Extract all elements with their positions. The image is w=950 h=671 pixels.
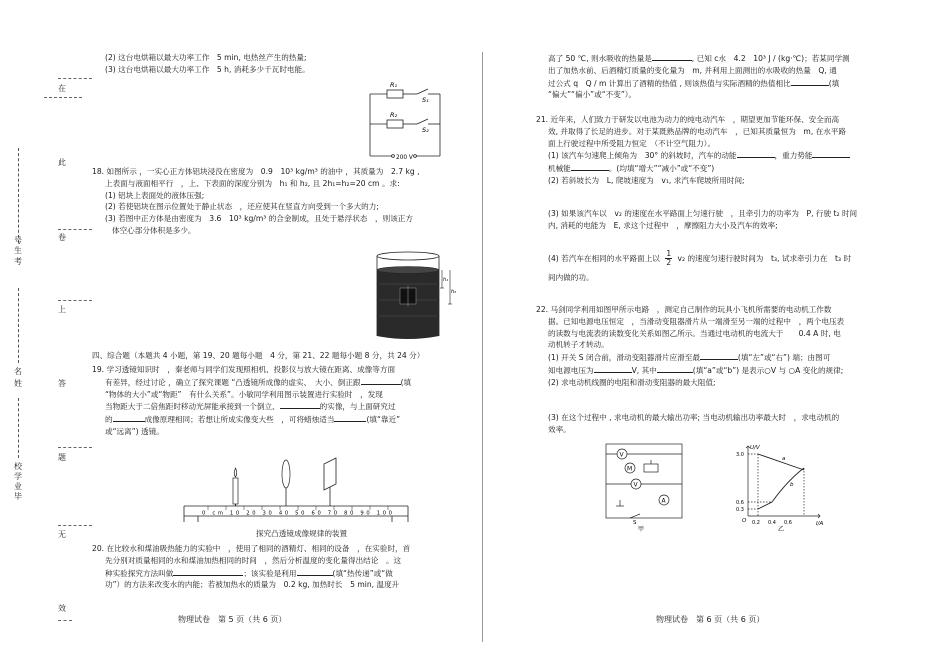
- graph-curve-a: a: [782, 456, 786, 462]
- q19-option-hint: “物体的大小”或“物距”: [105, 389, 182, 399]
- graph-y-mid1: 0.6: [736, 500, 744, 506]
- binding-char-4: 上: [58, 305, 66, 314]
- q19-line-4: 当物距大于二倍焦距时移动光屏能承接到一个倒立、: [105, 402, 280, 412]
- q22-blank-1[interactable]: [700, 351, 738, 360]
- label-xiao: 校: [14, 462, 22, 471]
- q20-line-5: (填“热传递”或“做: [332, 568, 393, 578]
- q21-blank-2[interactable]: [812, 149, 850, 158]
- q22-line-10: (2) 求电动机线圈的电阻和滑动变阻器的最大阻值;: [548, 377, 716, 387]
- label-ye: 业: [14, 482, 22, 491]
- q21-line-2: 效, 并取得了长足的进步。对于某既熟品牌的电动汽车 ，已知其质量恒为 m, 在水平路: [548, 126, 847, 136]
- q21-line-6: 机械能: [548, 164, 571, 174]
- q18-block: [92, 166, 420, 237]
- circuit-s1-label: S₁: [422, 96, 429, 104]
- q22-blank-2[interactable]: [594, 364, 632, 373]
- q20c-line-6: “偏大”“偏小”或“不变”）。: [548, 90, 637, 100]
- q22-line-12: 效率。: [548, 424, 571, 434]
- q20c-blank-2[interactable]: [791, 77, 829, 86]
- fraction-denominator: 2: [666, 258, 672, 268]
- q19-blank-3[interactable]: [113, 413, 145, 422]
- q19-block: [92, 364, 411, 438]
- binding-char-7: 无: [58, 530, 66, 539]
- q22-line-7: 知电源电压为: [548, 365, 594, 375]
- q19-line-7: (填“靠近”: [366, 415, 401, 425]
- binding-char-6: 题: [58, 453, 66, 462]
- q21-line-1: 21. 近年来，人们致力于研发以电池为动力的纯电动汽车 ，期望更加节能环保、安全而高: [536, 115, 840, 124]
- figure-yi-label: 乙: [778, 526, 785, 532]
- q19-line-6: 成像原理相同；若想让所成实像变大些 ，可将蜡烛适当: [144, 415, 335, 425]
- binding-char-2: 此: [58, 158, 66, 167]
- label-ming: 名: [14, 367, 22, 376]
- label-kao: 考: [14, 257, 22, 266]
- student-info-fields[interactable]: [14, 148, 42, 528]
- svg-text:V: V: [633, 481, 638, 489]
- half-fraction: [665, 250, 672, 268]
- q21-line-7: 。(均填“增大”“减小”或“不变”): [608, 164, 715, 174]
- q20-block: [92, 543, 410, 591]
- q18-line-5: (3) 若图中正方体是由密度为 3.6 10³ kg/m³ 的合金制成，且处于悬浮状态 ，则该正方: [105, 214, 413, 224]
- q20-blank-2[interactable]: [297, 567, 333, 576]
- svg-text:M: M: [627, 465, 633, 473]
- q17-item-2: (2) 这台电烘箱以最大功率工作 5 min, 电热丝产生的热量;: [105, 53, 307, 62]
- q20c-line-1: 高了 50 ℃, 则水吸收的热量是: [548, 54, 652, 63]
- graph-y-top: 3.0: [736, 452, 744, 458]
- q22-line-2: 据。已知电源电压恒定 ，当滑动变阻器滑片从一端滑至另一端的过程中 ，两个电压表: [548, 316, 845, 326]
- q22-block: [536, 304, 844, 388]
- label-xing: 姓: [14, 379, 22, 388]
- right-page-footer: 物理试卷 第 6 页（共 6 页）: [656, 615, 765, 624]
- q21-line-5: ，重力势能: [774, 151, 813, 161]
- q19-blank-1[interactable]: [361, 376, 401, 385]
- q22-blank-3[interactable]: [657, 364, 693, 373]
- beaker-h1-label: h₁: [443, 277, 449, 283]
- left-page-footer: 物理试卷 第 5 页（共 6 页）: [178, 615, 287, 624]
- binding-char-5: 答: [58, 379, 66, 388]
- circuit-s2-label: S₂: [422, 126, 429, 134]
- q22-line-5: (1) 开关 S 闭合前，滑动变阻器滑片应滑至最: [548, 353, 700, 363]
- q20-blank-1[interactable]: [173, 567, 243, 576]
- binding-char-8: 效: [58, 604, 66, 613]
- optical-bench-figure: [178, 452, 418, 526]
- page-divider: [482, 52, 483, 642]
- q22-line-9: (填“a”或“b”) 是表示○V 与 ○A 变化的规律;: [692, 365, 844, 375]
- q20c-line-3: 出了加热水前、后酒精灯质量的变化量为 m, 并利用上面测出的水吸收的热量 Q, 通: [548, 65, 837, 75]
- q19-line-1: 19. 学习透镜知识时 ，秦老师与同学们发现照相机、投影仪与放大镜在距离、成像等方面: [92, 365, 396, 374]
- circuit-r2-label: R₂: [390, 111, 398, 119]
- graph-ylabel: U/V: [750, 445, 760, 451]
- svg-text:V: V: [619, 451, 624, 459]
- label-sheng: 生: [14, 246, 22, 255]
- q20-line-6: 功”）的方法来改变水的内能；若被加热水的质量为 0.2 kg, 加热时长 5 min, 温度升: [105, 580, 400, 590]
- figure-jia-label: 甲: [638, 526, 645, 532]
- q19-blank-4[interactable]: [334, 413, 366, 422]
- q21-line-8: (2) 若斜坡长为 L, 爬坡速度为 v₁, 求汽车爬坡所用时间;: [548, 175, 745, 185]
- beaker-h2-label: h₂: [451, 289, 457, 295]
- q20-line-4: ；该实验是利用: [243, 568, 297, 578]
- q22-line-11: (3) 在这个过程中 , 求电动机的最大输出功率; 当电动机输出功率最大时 ，求电动机的: [548, 413, 840, 422]
- u-i-graph: [730, 440, 830, 532]
- q22-line-8: V, 其中: [631, 365, 657, 375]
- graph-tick-0.2: 0.2: [752, 520, 760, 526]
- circuit-voltage-label: 200 V: [396, 155, 413, 161]
- q21-line-3: 面上行驶过程中所受阻力恒定 （不计空气阻力）。: [548, 138, 716, 148]
- q21-line-11: (4) 若汽车在相同的水平路面上以: [548, 253, 660, 263]
- q18-line-6: 体空心部分体积是多少。: [112, 225, 196, 235]
- q20-line-1: 20. 在比较水和煤油吸热能力的实验中 ，使用了相同的酒精灯、相同的设备 ，在实验时，首: [92, 544, 411, 553]
- graph-tick-0.4: 0.4: [768, 520, 776, 526]
- q20c-line-4: 过公式 q Q / m 计算出了酒精的热值 , 则该热值与实际酒精的热值相比: [548, 78, 791, 88]
- svg-text:A: A: [661, 497, 666, 505]
- q18-line-2: 上表面与液面相平行 ，上、下表面的深度分别为 h₁ 和 h₂, 且 2h₁=h₂=20 cm 。求:: [105, 178, 400, 188]
- q19-blank-2[interactable]: [280, 400, 320, 409]
- graph-origin: O: [742, 518, 747, 524]
- label-bi: 毕: [14, 492, 22, 501]
- q20c-blank-1[interactable]: [652, 52, 692, 61]
- binding-char-3: 卷: [58, 233, 66, 242]
- q20-line-2: 先分别对质量相同的水和煤油加热相同的时间 ，然后分析温度的变化量得出结论 。这: [105, 555, 402, 565]
- svg-text:S: S: [633, 520, 637, 526]
- q17-items: [105, 52, 310, 76]
- graph-y-mid2: 0.3: [736, 507, 744, 513]
- q21-blank-3[interactable]: [571, 162, 609, 171]
- q17-item-3: (3) 这台电烘箱以最大功率工作 5 h, 消耗多少千瓦时电能。: [105, 64, 310, 74]
- q22-line-3: 的读数与电流表的读数变化关系如图乙所示。当通过电动机的电流大于 0.4 A 时, 电: [548, 328, 841, 338]
- q22-part3: [548, 412, 839, 436]
- label-xue: 学: [14, 472, 22, 481]
- q19-line-8: 或“远离”) 透镜。: [105, 426, 164, 436]
- q21-line-12: v₂ 的速度匀速行驶时间为 t₃, 试求牵引力在 t₃ 时: [677, 253, 852, 263]
- q19-line-2: 有差异，经过讨论 ，确立了探究课题 “凸透镜所成像的虚实、 大小、倒正跟: [105, 377, 361, 387]
- q18-line-1: 18. 如图所示 ，一实心正方体铝块浸没在密度为 0.9 10³ kg/m³ 的油中 ，其质量为 2.7 kg ,: [92, 167, 420, 176]
- q22-line-1: 22. 马剑同学利用如图甲所示电路 ，测定自己制作的玩具小飞机所需要的电动机工作数: [536, 305, 832, 314]
- graph-xlabel: I/A: [816, 521, 824, 527]
- binding-char-1: 在: [58, 84, 66, 93]
- oil-beaker-figure: [370, 250, 460, 342]
- q20-line-3: 种实验探究方法叫做: [105, 568, 174, 578]
- q19-line-3: 有什么关系”。小敏同学利用图示装置进行实验时 ，发现: [189, 389, 383, 399]
- q21-part3: [548, 208, 857, 232]
- label-hao: 号: [14, 236, 22, 245]
- binding-strip: [0, 0, 90, 671]
- q19-line-5: 的实像，与上面研究过: [319, 402, 396, 412]
- graph-tick-0.6: 0.6: [784, 520, 792, 526]
- q20c-line-2: , 已知 c水 4.2 10³ J / (kg·℃)；若某同学测: [691, 54, 850, 63]
- q21-line-10: 内, 消耗的电能为 E, 求这个过程中 ，摩擦阻力大小及汽车的效率;: [548, 220, 778, 230]
- q20-continued: [548, 52, 850, 101]
- q19-blank-1-hint: (填: [400, 377, 412, 387]
- q21-blank-1[interactable]: [737, 149, 775, 158]
- q21-line-9: (3) 如果该汽车以 v₂ 的速度在水平路面上匀速行驶 ，且牵引力的功率为 P, 行驶 t₂ 时间: [548, 209, 858, 218]
- q18-line-4: (2) 若使铝块在图示位置处于静止状态 ，还应使其在竖直方向受到一个多大的力;: [105, 202, 379, 212]
- fraction-numerator: 1: [666, 249, 672, 258]
- bench-caption: 探究凸透镜成像规律的装置: [256, 529, 348, 538]
- q18-line-3: (1) 铝块上表面处的液体压强;: [105, 190, 205, 200]
- circuit-r1-label: R₁: [390, 81, 398, 89]
- q21-line-4: (1) 该汽车匀速爬上倾角为 30° 的斜坡时，汽车的动能: [548, 151, 737, 161]
- q21-block: [536, 114, 850, 187]
- q22-line-6: (填“左”或“右”) 端；由图可: [737, 353, 831, 363]
- q21-part4: [548, 250, 851, 268]
- q21-part4-end: 间内做的功。: [548, 273, 594, 282]
- section-4-title: 四、综合题（本题共 4 小题，第 19、20 题每小题 4 分，第 21、22 题每小题 8 分，共 24 分）: [92, 351, 425, 360]
- q19-de: 的: [105, 415, 113, 425]
- q20c-line-5: (填: [828, 78, 840, 88]
- heater-circuit-diagram: [362, 80, 452, 166]
- q22-line-4: 动机转子才转动。: [548, 340, 609, 350]
- motor-circuit-diagram: [600, 440, 690, 532]
- graph-curve-b: b: [790, 482, 794, 488]
- bench-scale-label: 0 cm 10 20 30 40 50 60 70 80 90 100: [202, 510, 392, 517]
